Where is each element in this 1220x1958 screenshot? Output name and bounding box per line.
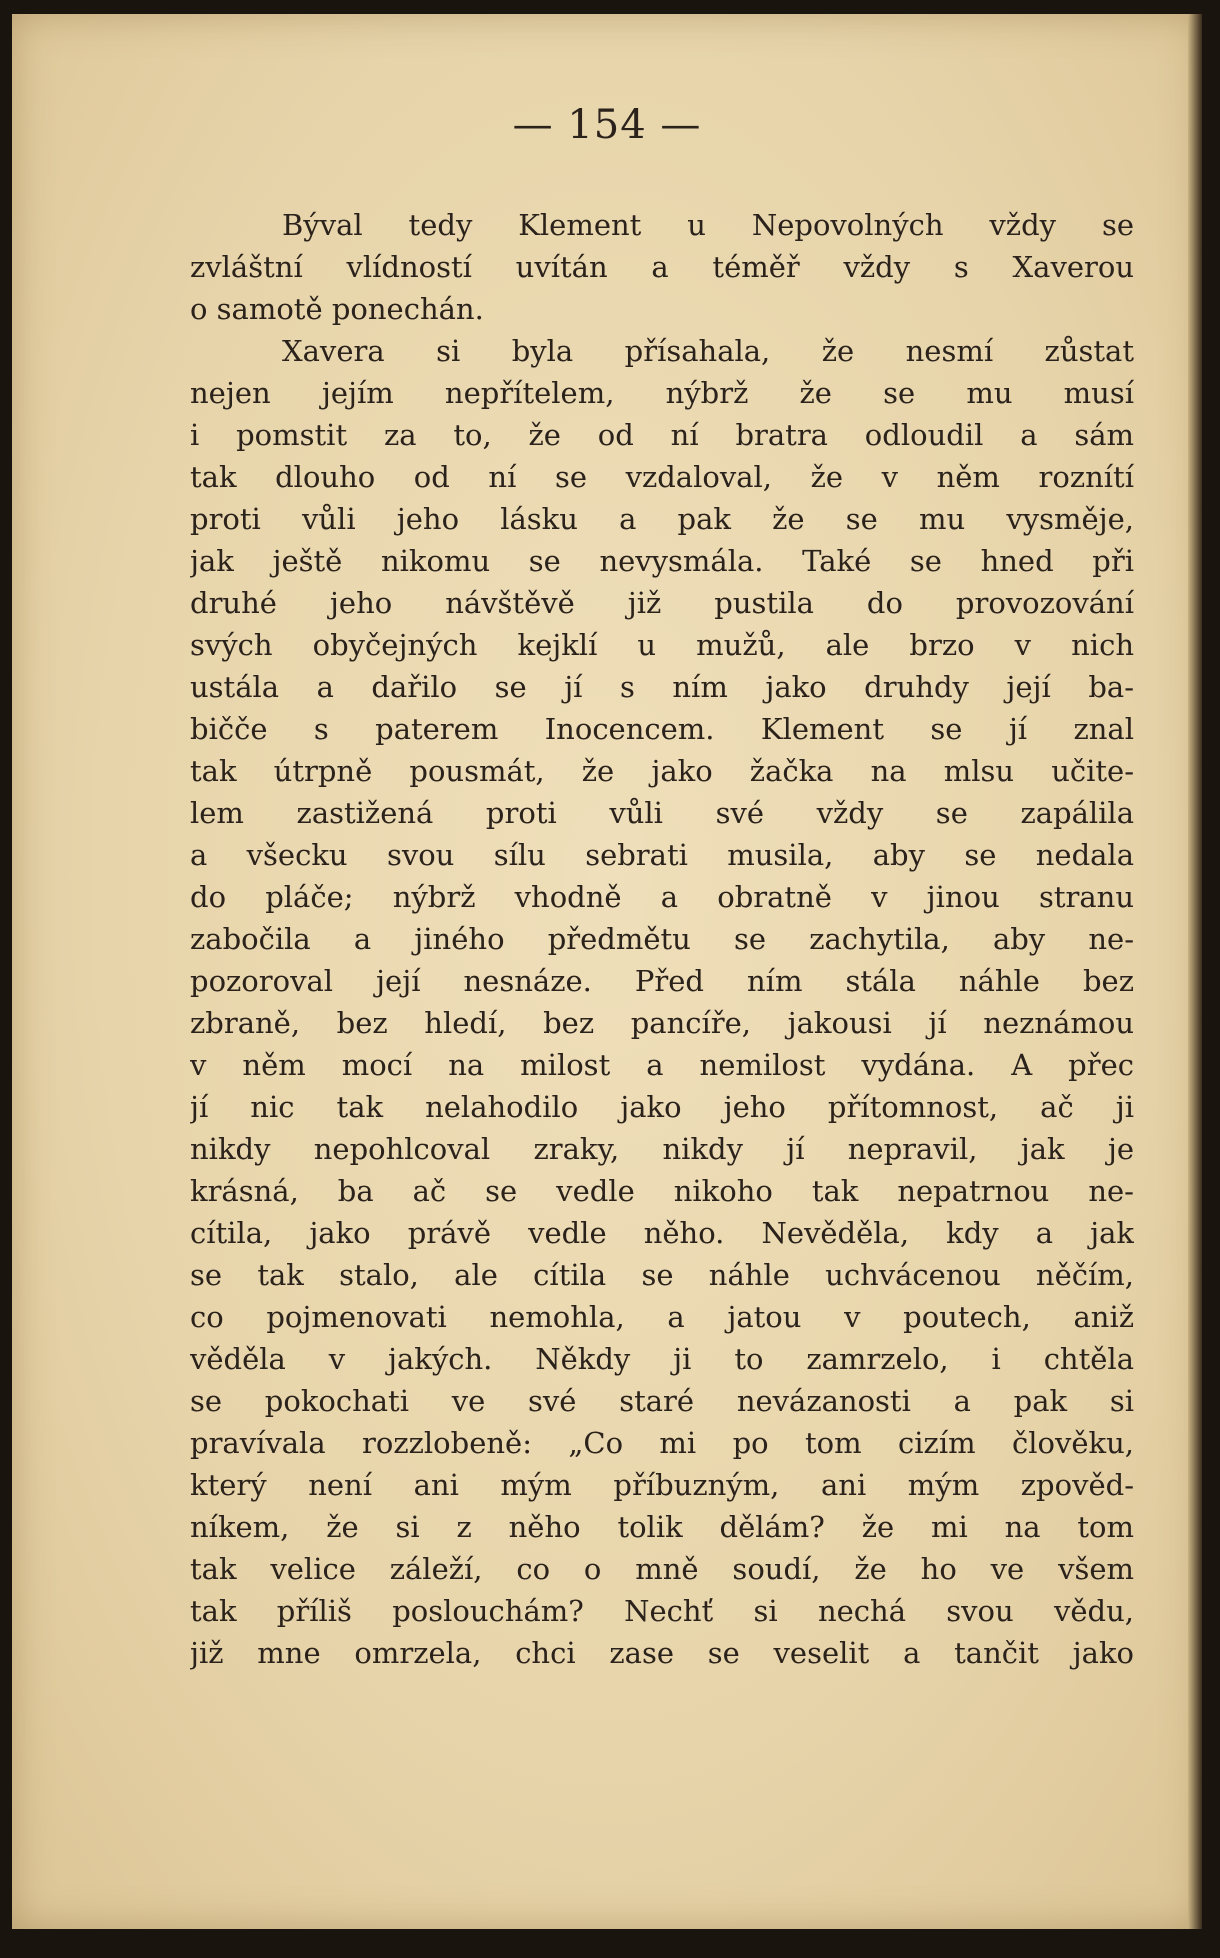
text-line: nikdy nepohlcoval zraky, nikdy jí nepravil, jak je [190,1132,1134,1166]
text-line: zbraně, bez hledí, bez pancíře, jakousi jí neznámou [190,1006,1134,1040]
text-line: druhé jeho návštěvě již pustila do provozování [190,586,1134,620]
page-spine-edge [1188,14,1202,1929]
text-line: zvláštní vlídností uvítán a téměř vždy s Xaverou [190,250,1134,284]
text-line: ustála a dařilo se jí s ním jako druhdy její ba- [190,670,1134,704]
text-line: jak ještě nikomu se nevysmála. Také se hned při [190,544,1134,578]
text-line: v něm mocí na milost a nemilost vydána. A přec [190,1048,1134,1082]
text-line: se pokochati ve své staré nevázanosti a pak si [190,1384,1134,1418]
body-text [190,204,1134,1674]
text-line: a všecku svou sílu sebrati musila, aby se nedala [190,838,1134,872]
text-line: tak dlouho od ní se vzdaloval, že v něm roznítí [190,460,1134,494]
book-page [12,14,1202,1929]
text-line: bičče s paterem Inocencem. Klement se jí znal [190,712,1134,746]
text-line: tak útrpně pousmát, že jako žačka na mlsu učite- [190,754,1134,788]
text-line: i pomstit za to, že od ní bratra odloudil a sám [190,418,1134,452]
text-line: pozoroval její nesnáze. Před ním stála náhle bez [190,964,1134,998]
text-line: tak velice záleží, co o mně soudí, že ho ve všem [190,1552,1134,1586]
text-line: svých obyčejných kejklí u mužů, ale brzo v nich [190,628,1134,662]
text-line: Xavera si byla přísahala, že nesmí zůstat [282,334,1134,368]
text-line: nejen jejím nepřítelem, nýbrž že se mu musí [190,376,1134,410]
text-line: pravívala rozzlobeně: „Co mi po tom cizím člověku, [190,1426,1134,1460]
text-line: níkem, že si z něho tolik dělám? že mi na tom [190,1510,1134,1544]
text-line: Býval tedy Klement u Nepovolných vždy se [282,208,1134,242]
text-line: o samotě ponechán. [190,292,484,326]
text-line: lem zastižená proti vůli své vždy se zapálila [190,796,1134,830]
text-line: tak příliš poslouchám? Nechť si nechá svou vědu, [190,1594,1134,1628]
text-line: proti vůli jeho lásku a pak že se mu vysměje, [190,502,1134,536]
text-line: se tak stalo, ale cítila se náhle uchvácenou něčím, [190,1258,1134,1292]
text-line: který není ani mým příbuzným, ani mým zpověd- [190,1468,1134,1502]
text-line: věděla v jakých. Někdy ji to zamrzelo, i chtěla [190,1342,1134,1376]
text-line: zabočila a jiného předmětu se zachytila, aby ne- [190,922,1134,956]
text-line: krásná, ba ač se vedle nikoho tak nepatrnou ne- [190,1174,1134,1208]
text-line: co pojmenovati nemohla, a jatou v poutech, aniž [190,1300,1134,1334]
text-line: již mne omrzela, chci zase se veselit a tančit jako [190,1636,1134,1670]
text-line: cítila, jako právě vedle něho. Nevěděla, kdy a jak [190,1216,1134,1250]
text-line: jí nic tak nelahodilo jako jeho přítomnost, ač ji [190,1090,1134,1124]
text-line: do pláče; nýbrž vhodně a obratně v jinou stranu [190,880,1134,914]
page-number: — 154 — [512,102,702,148]
